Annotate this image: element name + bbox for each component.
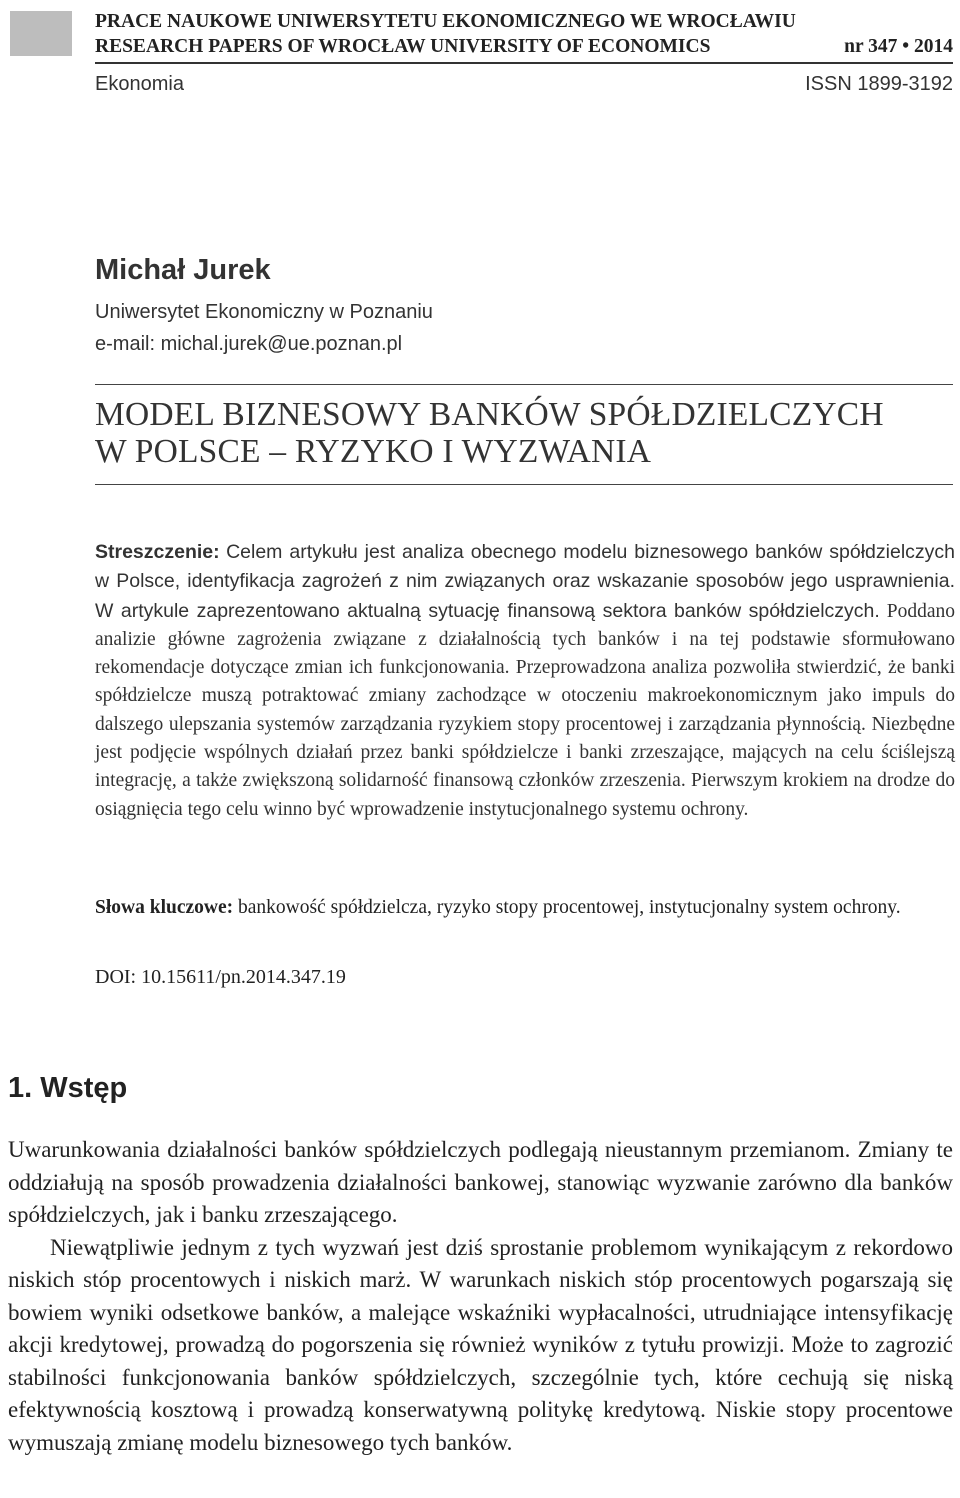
abstract-text-2: Poddano analizie główne zagrożenia związane z działalnością tych banków i na tej podstawie sformułowano rekomendacje dotyczące zmian ich funkcjonowania. Przeprowadzona analiza pozwoliła stwierdzić, że banki spółdzielcze muszą potraktować zmiany zachodzące w otoczeniu makroekonomicznym jako impuls do dalszego ulepszania systemów zarządzania ryzykiem stopy procentowej i zarządzania płynnością. Niezbędne jest podjęcie wspólnych działań przez banki spółdzielcze i banki zrzeszające, mających na celu ściślejszą integrację, a także zwiększoną solidarność finansową członków zrzeszenia. Pierwszym krokiem na drodze do osiągnięcia tego celu winno być wprowadzenie instytucjonalnego systemu ochrony.	[95, 600, 955, 820]
header-rule	[95, 62, 953, 64]
body-paragraph: Niewątpliwie jednym z tych wyzwań jest dziś sprostanie problemom wynikającym z rekordowo niskich stóp procentowych i niskich marż. W warunkach niskich stóp procentowych pogarszają się bowiem wyniki odsetkowe banków, a malejące wskaźniki wypłacalności, utrudniające intensyfikację akcji kredytowej, prowadzą do pogorszenia się również wyników z tytułu prowizji. Może to zagrozić stabilności funkcjonowania banków spółdzielczych, szczególnie tych, które cechują się niską efektywnością kosztową i prowadzą konserwatywną politykę kredytową. Niskie stopy procentowe wymuszają zmianę modelu biznesowego tych banków.	[8, 1234, 953, 1455]
title-top-rule	[95, 384, 953, 385]
author-affiliation: Uniwersytet Ekonomiczny w Poznaniu	[95, 301, 433, 323]
issue-number: nr 347 • 2014	[844, 36, 953, 57]
issn: ISSN 1899-3192	[805, 73, 953, 95]
meta-row	[95, 73, 953, 96]
series-name: Ekonomia	[95, 73, 184, 95]
author-email: e-mail: michal.jurek@ue.poznan.pl	[95, 333, 403, 355]
doi: DOI: 10.15611/pn.2014.347.19	[95, 966, 346, 988]
title-bottom-rule	[95, 484, 953, 485]
abstract-text-1: Celem artykułu jest analiza obecnego modelu biznesowego banków spółdzielczych w Polsce, identyfikacja zagrożeń z nim związanych oraz wskazanie sposobów jego usprawnienia. W artykule zaprezentowano aktualną sytuację finansową sektora banków spółdzielczych.	[95, 541, 956, 622]
keywords-text: bankowość spółdzielcza, ryzyko stopy procentowej, instytucjonalny system ochrony.	[238, 897, 901, 918]
keywords	[95, 893, 955, 922]
title-line-1: MODEL BIZNESOWY BANKÓW SPÓŁDZIELCZYCH	[95, 396, 884, 433]
section-body	[8, 1134, 953, 1459]
journal-header	[95, 9, 953, 59]
body-paragraph: Uwarunkowania działalności banków spółdzielczych podlegają nieustannym przemianom. Zmiany te oddziałują na sposób prowadzenia działalności bankowej, stanowiąc wyzwanie zarówno dla banków spółdzielczych, jak i banku zrzeszającego.	[8, 1137, 953, 1227]
keywords-label: Słowa kluczowe:	[95, 897, 234, 918]
section-heading: 1. Wstęp	[8, 1072, 128, 1104]
paper-title	[95, 396, 955, 470]
abstract-label: Streszczenie:	[95, 541, 220, 563]
author-name: Michał Jurek	[95, 254, 271, 286]
journal-name-en: RESEARCH PAPERS OF WROCŁAW UNIVERSITY OF ECONOMICS	[95, 36, 711, 57]
header-grey-box	[10, 11, 72, 56]
abstract	[95, 538, 955, 824]
author-info	[95, 296, 433, 360]
journal-name-pl: PRACE NAUKOWE UNIWERSYTETU EKONOMICZNEGO WE WROCŁAWIU	[95, 11, 796, 32]
title-line-2: W POLSCE – RYZYKO I WYZWANIA	[95, 433, 652, 470]
